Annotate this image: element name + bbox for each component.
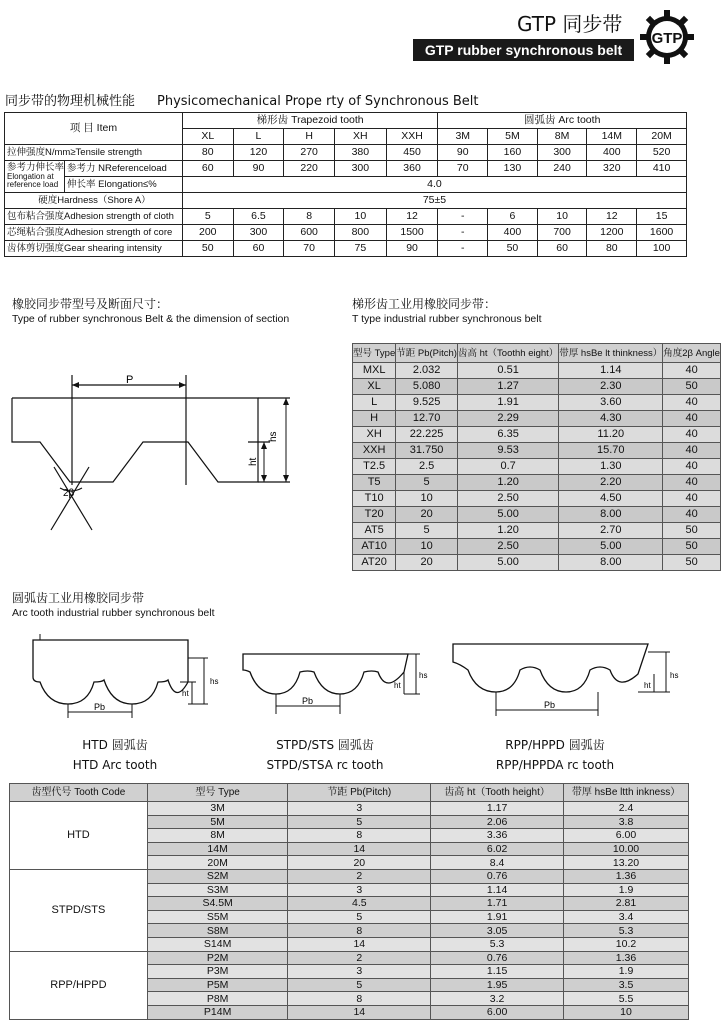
table-row [353,395,721,411]
table-row [5,225,687,241]
table-cell: 1500 [386,225,438,241]
physical-heading-en: Physicomechanical Prope rty of Synchronous Belt [157,94,479,109]
stpd-caption-cn: STPD/STS 圆弧齿 [276,738,374,752]
table-cell: 60 [233,241,284,257]
htd-caption-en: HTD Arc tooth [72,758,158,772]
table-cell: H [353,411,396,427]
table-cell: 40 [663,411,721,427]
table-cell: AT20 [353,555,396,571]
table-cell: 3 [288,965,431,979]
pitch-label: P [126,374,134,386]
rpp-hs-label: hs [670,671,679,680]
table-cell: 1600 [637,225,687,241]
table-cell: 1.9 [564,883,689,897]
table-cell: 60 [182,161,233,177]
table-cell: T2.5 [353,459,396,475]
table-cell: 0.76 [431,869,564,883]
table-cell: L [353,395,396,411]
table-cell: 6.00 [564,829,689,843]
row-label: 伸长率 Elongation≤% [65,177,183,193]
table-cell: 360 [386,161,438,177]
column-header: 5M [488,129,538,145]
table-cell: 2.032 [396,363,458,379]
t-type-heading-en: T type industrial rubber synchronous belt [352,313,542,325]
arc-group-header: 圆弧齿 Arc tooth [438,113,687,129]
rubber-section-heading [12,297,289,327]
table-row [5,145,687,161]
table-cell: 2.50 [457,491,558,507]
table-cell: 1.36 [564,869,689,883]
table-cell: 1.91 [457,395,558,411]
table-cell: 1.14 [431,883,564,897]
table-cell: 8 [288,829,431,843]
table-cell: 20 [396,507,458,523]
column-header: 带厚 hsBe ltth inkness） [564,784,689,802]
table-cell: 90 [438,145,488,161]
arc-section-heading [12,591,215,621]
table-cell: 2 [288,951,431,965]
header-row [10,784,689,802]
table-cell: S8M [147,924,288,938]
table-cell: 31.750 [396,443,458,459]
table-cell: 3.4 [564,910,689,924]
table-cell: 6.5 [233,209,284,225]
table-cell: 1200 [587,225,637,241]
table-cell: 3.60 [559,395,663,411]
column-header: 齿高 ht（Toothh eight） [457,344,558,363]
table-cell: 40 [663,475,721,491]
table-cell: 40 [663,443,721,459]
column-header: 型号 Type [353,344,396,363]
column-header: 20M [637,129,687,145]
row-label: 包布粘合强度Adhesion strength of cloth [5,209,183,225]
table-cell: 5 [396,475,458,491]
table-row [10,869,689,883]
table-cell: S3M [147,883,288,897]
table-cell: 8M [147,829,288,843]
htd-caption [40,735,190,775]
table-row [353,363,721,379]
table-cell: 8.00 [559,555,663,571]
tooth-code: RPP/HPPD [10,951,148,1019]
table-cell: 5 [288,815,431,829]
table-cell: 2.06 [431,815,564,829]
table-row [353,523,721,539]
table-cell: XXH [353,443,396,459]
table-cell: 2.20 [559,475,663,491]
t-type-heading-cn: 梯形齿工业用橡胶同步带： [352,297,497,311]
stpd-caption [240,735,410,775]
table-cell: 800 [334,225,386,241]
table-cell: 100 [637,241,687,257]
table-cell: T10 [353,491,396,507]
row-label: 芯绳粘合强度Adhesion strength of core [5,225,183,241]
table-cell: 10 [537,209,587,225]
column-header: XXH [386,129,438,145]
table-cell: 5 [288,910,431,924]
table-cell: 20 [396,555,458,571]
table-cell: 90 [386,241,438,257]
table-cell: 450 [386,145,438,161]
table-cell: 5.3 [431,937,564,951]
table-cell: 1.9 [564,965,689,979]
table-cell: P5M [147,978,288,992]
table-row [5,161,687,177]
table-cell: XL [353,379,396,395]
column-header: 3M [438,129,488,145]
table-cell: 160 [488,145,538,161]
page-title: GTP 同步带 [517,12,623,36]
table-cell: 1.15 [431,965,564,979]
table-cell: 3 [288,802,431,816]
table-cell: 240 [537,161,587,177]
table-cell: 60 [537,241,587,257]
item-header: 项 目 Item [5,113,183,145]
table-cell: 6.02 [431,842,564,856]
table-cell: 8.00 [559,507,663,523]
stpd-hs-label: hs [419,671,428,680]
row-label: 齿体剪切强度Gear shearing intensity [5,241,183,257]
table-cell: 0.51 [457,363,558,379]
table-cell: 14 [288,1005,431,1019]
table-cell: 50 [663,555,721,571]
table-cell: P8M [147,992,288,1006]
table-row [353,555,721,571]
table-cell: 300 [537,145,587,161]
column-header: XH [334,129,386,145]
table-cell: 70 [284,241,335,257]
table-row [5,177,687,193]
table-row [353,411,721,427]
table-cell: 3.8 [564,815,689,829]
table-cell: 14 [288,842,431,856]
table-cell: 5.00 [457,555,558,571]
row-label: 硬度Hardness（Shore A） [5,193,183,209]
table-cell: 1.30 [559,459,663,475]
table-cell: 9.525 [396,395,458,411]
table-cell: 120 [233,145,284,161]
table-cell: 4.5 [288,897,431,911]
htd-caption-cn: HTD 圆弧齿 [82,738,148,752]
table-cell: 40 [663,507,721,523]
table-cell: AT5 [353,523,396,539]
table-cell: 410 [637,161,687,177]
table-cell: 8.4 [431,856,564,870]
table-cell: T5 [353,475,396,491]
stpd-pb-label: Pb [302,696,314,706]
arc-heading-en: Arc tooth industrial rubber synchronous belt [12,607,215,619]
arc-heading-cn: 圆弧齿工业用橡胶同步带 [12,591,145,605]
hs-label: hs [268,431,279,442]
row-label-small: Elongation at reference load [7,172,59,189]
table-cell: 5.00 [559,539,663,555]
table-cell: 5.5 [564,992,689,1006]
row-label: 拉伸强度N/mm≥Tensile strength [5,145,183,161]
tooth-code: STPD/STS [10,869,148,951]
column-header: 角度2β Angle [663,344,721,363]
table-cell: 90 [233,161,284,177]
column-header: 带厚 hsBe lt thinkness） [559,344,663,363]
table-cell: S5M [147,910,288,924]
table-cell: 5.080 [396,379,458,395]
table-cell: 2.70 [559,523,663,539]
table-cell: 50 [182,241,233,257]
table-cell: 10 [396,539,458,555]
column-header: 8M [537,129,587,145]
table-cell: 10.2 [564,937,689,951]
table-cell: 300 [233,225,284,241]
table-cell: 300 [334,161,386,177]
table-cell: 130 [488,161,538,177]
table-cell: 14 [288,937,431,951]
table-cell: 400 [488,225,538,241]
table-cell: 3.05 [431,924,564,938]
stpd-caption-en: STPD/STSA rc tooth [266,758,384,772]
table-cell: - [438,225,488,241]
rpp-caption [470,735,640,775]
table-cell: 270 [284,145,335,161]
table-cell: 2 [288,869,431,883]
table-cell: 3.2 [431,992,564,1006]
table-cell: 10 [334,209,386,225]
table-cell: 50 [488,241,538,257]
table-row [353,459,721,475]
table-cell: 600 [284,225,335,241]
table-cell: 200 [182,225,233,241]
table-cell: 2.50 [457,539,558,555]
row-label-main: 参考力伸长率 [7,162,65,173]
table-cell: T20 [353,507,396,523]
trapezoid-group-header: 梯形齿 Trapezoid tooth [182,113,437,129]
table-cell: 10.00 [564,842,689,856]
table-cell: 3 [288,883,431,897]
table-cell: 1.20 [457,523,558,539]
table-row [5,209,687,225]
table-row [10,951,689,965]
htd-hs-label: hs [210,677,219,686]
table-cell: 5.00 [457,507,558,523]
table-cell: 13.20 [564,856,689,870]
table-row [353,427,721,443]
table-cell: 50 [663,523,721,539]
table-cell: 5M [147,815,288,829]
table-cell: 380 [334,145,386,161]
table-cell: 0.76 [431,951,564,965]
table-row [353,539,721,555]
table-cell: 12 [386,209,438,225]
table-cell: 50 [663,379,721,395]
table-cell: - [438,209,488,225]
rpp-profile-diagram [448,632,688,722]
table-cell: 1.91 [431,910,564,924]
tooth-code: HTD [10,802,148,870]
table-cell: 0.7 [457,459,558,475]
merged-value: 4.0 [182,177,686,193]
table-cell: 4.30 [559,411,663,427]
table-cell: S4.5M [147,897,288,911]
htd-profile-diagram [28,632,218,722]
rubber-heading-en: Type of rubber synchronous Belt & the dimension of section [12,313,290,325]
table-cell: 15 [637,209,687,225]
table-cell: 6.00 [431,1005,564,1019]
table-cell: 3M [147,802,288,816]
column-header: 齿型代号 Tooth Code [10,784,148,802]
rpp-ht-label: ht [644,681,651,690]
table-cell: S14M [147,937,288,951]
table-cell: 80 [182,145,233,161]
table-cell: - [438,241,488,257]
table-cell: 700 [537,225,587,241]
table-cell: AT10 [353,539,396,555]
table-cell: 40 [663,491,721,507]
table-cell: 6.35 [457,427,558,443]
physical-heading [5,90,478,109]
table-cell: 2.30 [559,379,663,395]
table-cell: 40 [663,395,721,411]
table-cell: 20 [288,856,431,870]
merged-value: 75±5 [182,193,686,209]
table-cell: 5 [396,523,458,539]
table-cell: 2.5 [396,459,458,475]
t-type-table [352,343,721,571]
rubber-heading-cn: 橡胶同步带型号及断面尺寸： [12,297,169,311]
column-header: L [233,129,284,145]
table-cell: 8 [288,992,431,1006]
table-row [353,475,721,491]
table-cell: MXL [353,363,396,379]
table-row [353,491,721,507]
column-header: XL [182,129,233,145]
subtitle-banner: GTP rubber synchronous belt [413,39,634,61]
stpd-ht-label: ht [394,681,401,690]
table-cell: 8 [284,209,335,225]
table-cell: 6 [488,209,538,225]
table-cell: 5.3 [564,924,689,938]
column-header: 型号 Type [147,784,288,802]
table-cell: 50 [663,539,721,555]
table-cell: 8 [288,924,431,938]
gtp-gear-logo [638,8,696,66]
table-cell: 20M [147,856,288,870]
table-cell: 4.50 [559,491,663,507]
table-cell: 11.20 [559,427,663,443]
table-cell: 400 [587,145,637,161]
column-header: 节距 Pb(Pitch) [288,784,431,802]
htd-ht-label: ht [182,689,189,698]
rpp-pb-label: Pb [544,700,556,710]
table-cell: 40 [663,427,721,443]
row-label-group [5,161,65,193]
table-cell: 9.53 [457,443,558,459]
table-cell: 1.36 [564,951,689,965]
table-cell: 10 [396,491,458,507]
table-cell: P2M [147,951,288,965]
column-header: 齿高 ht（Tooth height） [431,784,564,802]
row-label: 参考力 NReferenceload [65,161,183,177]
table-cell: 14M [147,842,288,856]
physical-property-table [4,112,687,257]
rpp-caption-en: RPP/HPPDA rc tooth [495,758,615,772]
logo-text: GTP [651,30,683,47]
angle-label: 2β [63,488,75,499]
table-row [353,443,721,459]
htd-pb-label: Pb [94,702,106,712]
table-cell: 12.70 [396,411,458,427]
arc-tooth-table [9,783,689,1020]
table-cell: 3.36 [431,829,564,843]
table-cell: 40 [663,363,721,379]
table-cell: 2.29 [457,411,558,427]
table-cell: 1.95 [431,978,564,992]
table-cell: 1.14 [559,363,663,379]
table-row [10,802,689,816]
physical-heading-cn: 同步带的物理机械性能 [5,94,136,109]
table-cell: 1.71 [431,897,564,911]
table-row [353,507,721,523]
table-cell: 1.27 [457,379,558,395]
table-cell: 520 [637,145,687,161]
table-cell: 40 [663,459,721,475]
rpp-caption-cn: RPP/HPPD 圆弧齿 [505,738,605,752]
table-cell: 22.225 [396,427,458,443]
table-cell: 10 [564,1005,689,1019]
table-row [353,379,721,395]
table-cell: 3.5 [564,978,689,992]
table-cell: 12 [587,209,637,225]
table-cell: 1.20 [457,475,558,491]
table-cell: S2M [147,869,288,883]
table-cell: P3M [147,965,288,979]
header-row [353,344,721,363]
table-cell: P14M [147,1005,288,1019]
table-cell: 1.17 [431,802,564,816]
ht-label: ht [248,457,259,466]
table-cell: 5 [182,209,233,225]
table-cell: 2.81 [564,897,689,911]
column-header: 节距 Pb(Pitch) [396,344,458,363]
column-header: H [284,129,335,145]
table-cell: 5 [288,978,431,992]
table-cell: 15.70 [559,443,663,459]
stpd-profile-diagram [238,632,428,722]
table-cell: 80 [587,241,637,257]
table-cell: 220 [284,161,335,177]
table-row [5,193,687,209]
table-cell: 320 [587,161,637,177]
t-type-heading [352,297,542,327]
table-cell: 2.4 [564,802,689,816]
column-header: 14M [587,129,637,145]
table-row [5,241,687,257]
table-cell: XH [353,427,396,443]
trapezoid-section-diagram [8,370,308,530]
table-cell: 70 [438,161,488,177]
table-cell: 75 [334,241,386,257]
